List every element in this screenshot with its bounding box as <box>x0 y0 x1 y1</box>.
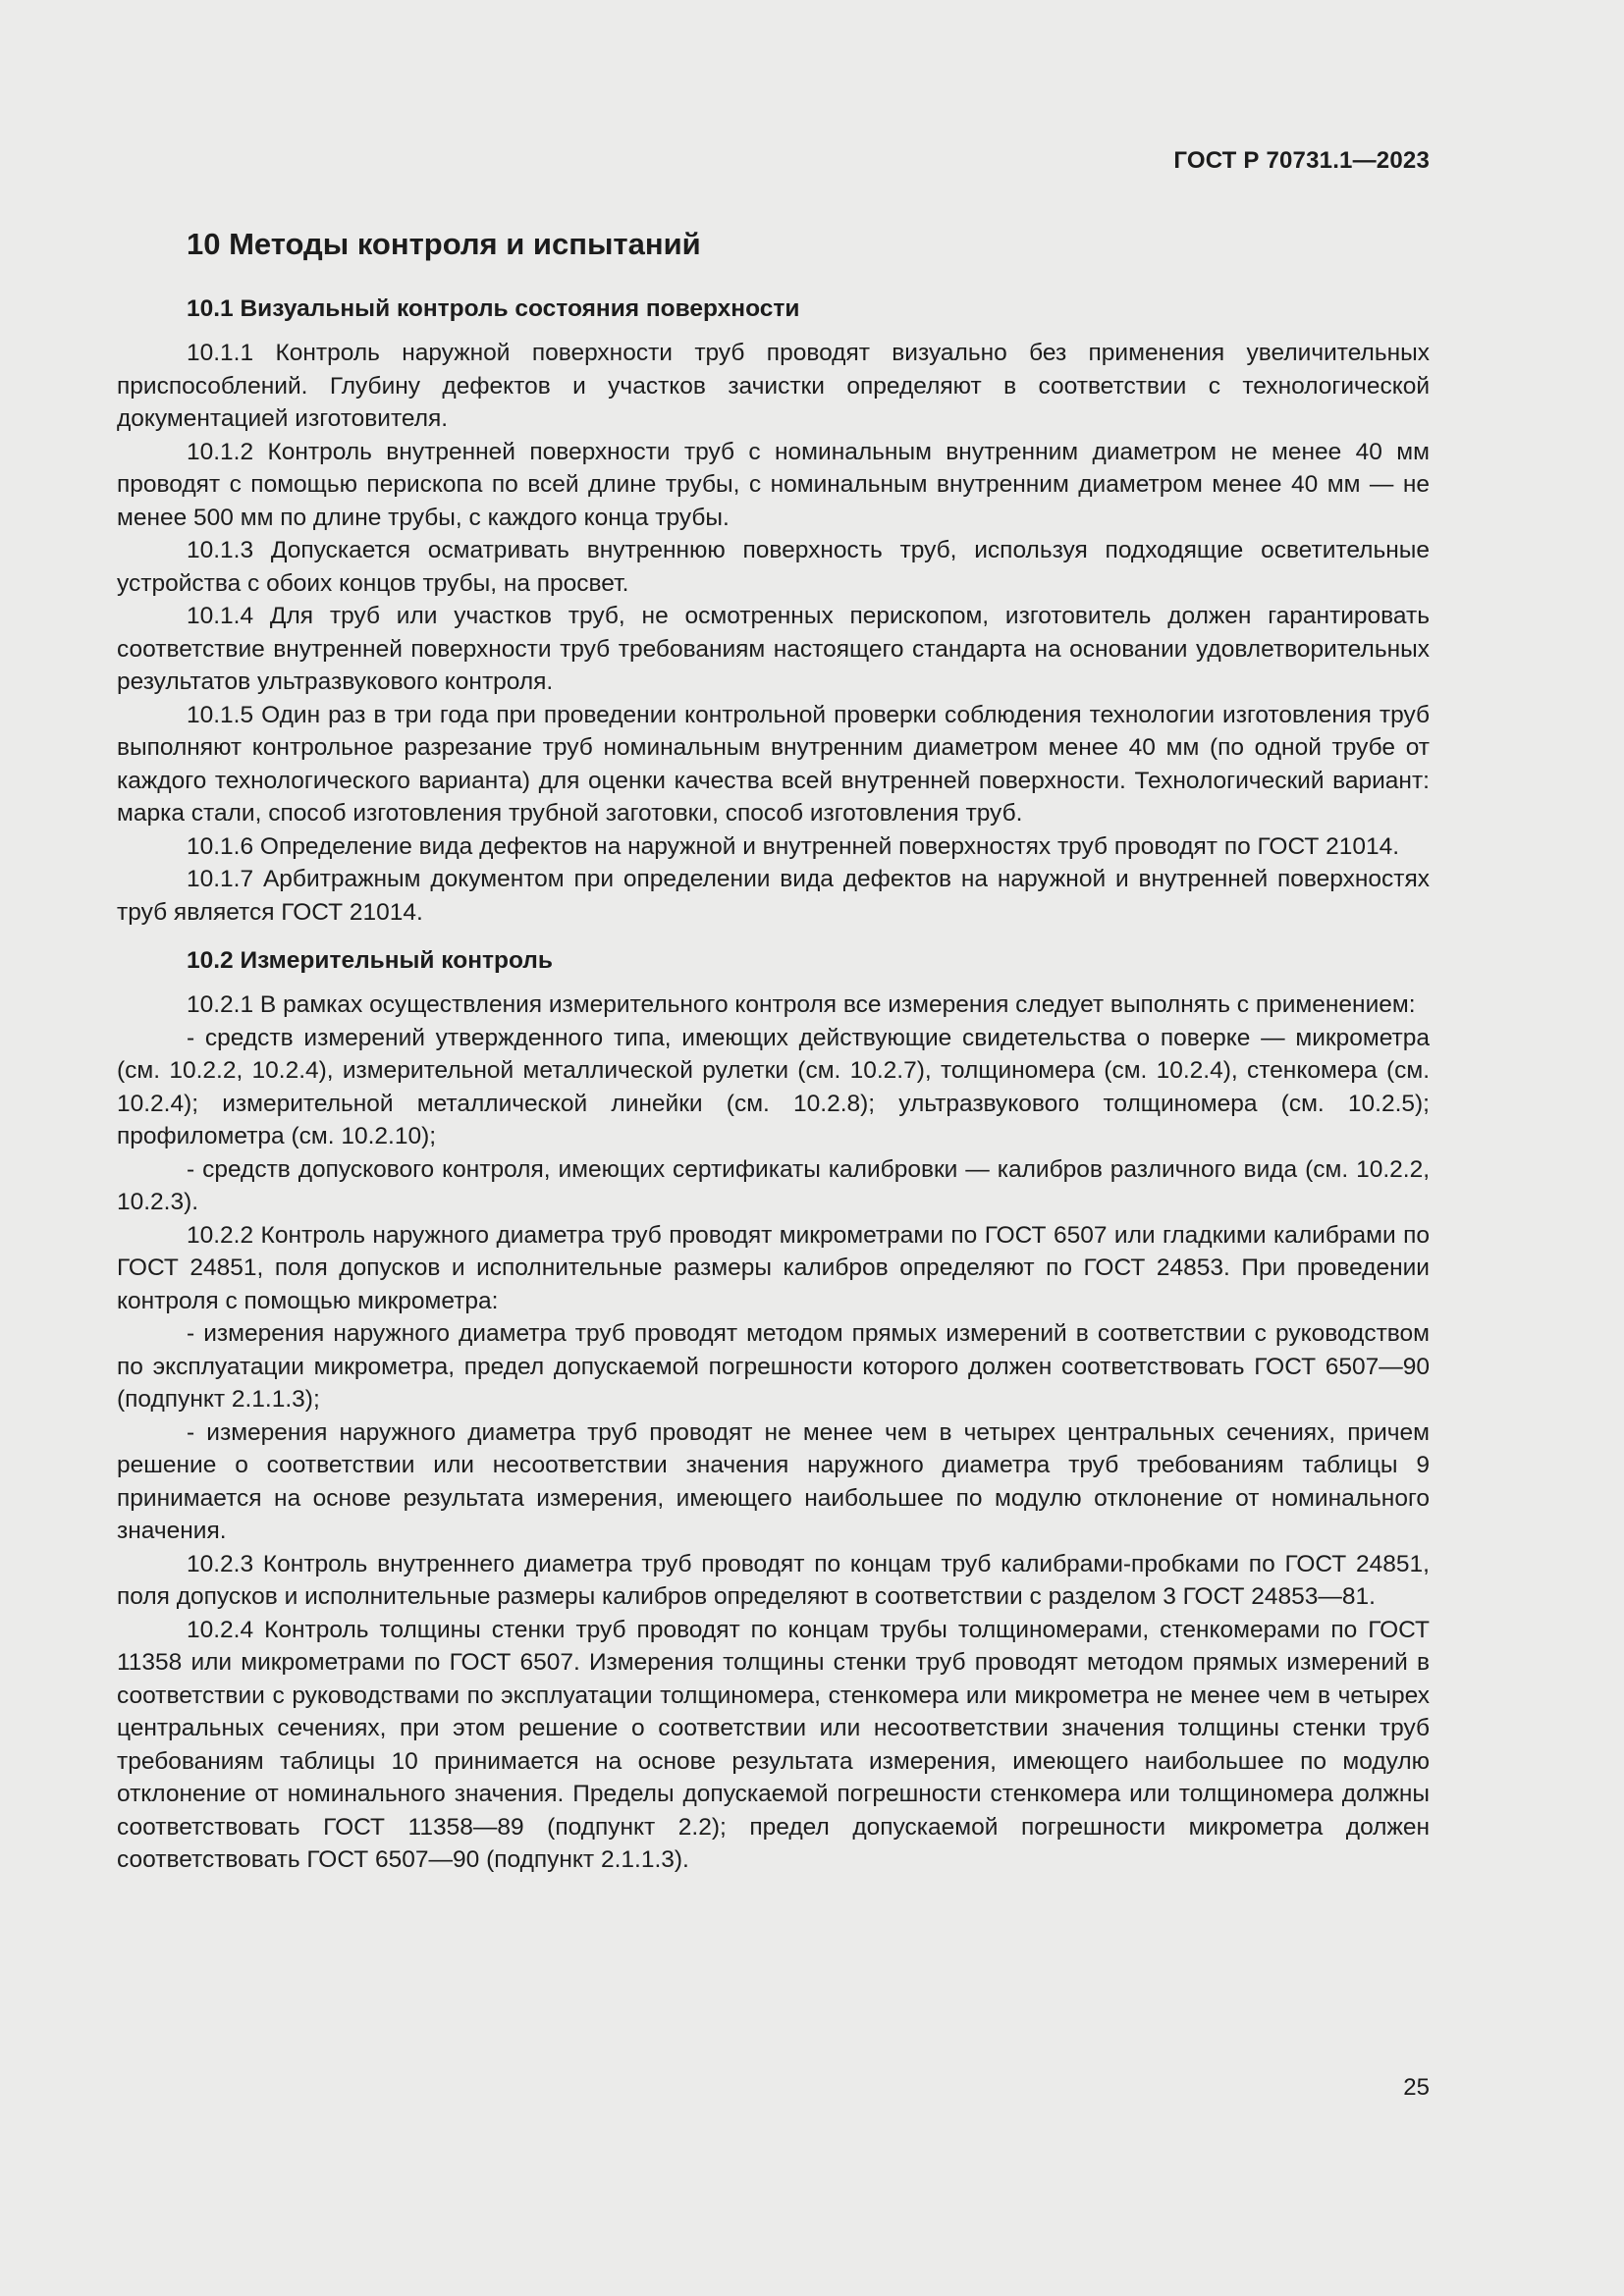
document-body <box>117 226 1430 1877</box>
list-item-outer-diameter-method: - измерения наружного диаметра труб проводят методом прямых измерений в соответствии с руководством по эксплуатации микрометра, предел допускаемой погрешности которого должен соответствовать ГОСТ 6507—90 (подпункт 2.1.1.3); <box>117 1320 1430 1413</box>
list-item-measuring-instruments: - средств измерений утвержденного типа, имеющих действующие свидетельства о поверке — микрометра (см. 10.2.2, 10.2.4), измерительной металлической рулетки (см. 10.2.7), толщиномера (см. 10.2.4), стенкомера (см. 10.2.4); измерительной металлической линейки (см. 10.2.8); ультразвукового толщиномера (см. 10.2.5); профилометра (см. 10.2.10); <box>117 1024 1430 1149</box>
paragraph-10-2-3: 10.2.3 Контроль внутреннего диаметра труб проводят по концам труб калибрами-пробками по ГОСТ 24851, поля допусков и исполнительные размеры калибров определяют в соответствии с разделом 3 ГОСТ 24853—81. <box>117 1550 1430 1610</box>
list-item-tolerance-gauges: - средств допускового контроля, имеющих сертификаты калибровки — калибров различного вида (см. 10.2.2, 10.2.3). <box>117 1155 1430 1215</box>
page-number: 25 <box>1403 2074 1430 2101</box>
paragraph-10-2-1: 10.2.1 В рамках осуществления измерительного контроля все измерения следует выполнять с применением: <box>187 991 1416 1018</box>
list-item-outer-diameter-sections: - измерения наружного диаметра труб проводят не менее чем в четырех центральных сечениях, причем решение о соответствии или несоответствии значения наружного диаметра труб требованиям таблицы 9 принимается на основе результата измерения, имеющего наибольшее по модулю отклонение от номинального значения. <box>117 1418 1430 1544</box>
paragraph-10-1-4: 10.1.4 Для труб или участков труб, не осмотренных перископом, изготовитель должен гарантировать соответствие внутренней поверхности труб требованиям настоящего стандарта на основании удовлетворительных результатов ультразвукового контроля. <box>117 603 1430 695</box>
document-header-id: ГОСТ Р 70731.1—2023 <box>1173 147 1430 174</box>
paragraph-10-1-7: 10.1.7 Арбитражным документом при определении вида дефектов на наружной и внутренней поверхностях труб является ГОСТ 21014. <box>117 866 1430 926</box>
paragraph-10-1-2: 10.1.2 Контроль внутренней поверхности труб с номинальным внутренним диаметром не менее 40 мм проводят с помощью перископа по всей длине трубы, с номинальным внутренним диаметром менее 40 мм — не менее 500 мм по длине трубы, с каждого конца трубы. <box>117 438 1430 531</box>
paragraph-10-1-1: 10.1.1 Контроль наружной поверхности труб проводят визуально без применения увеличительных приспособлений. Глубину дефектов и участков зачистки определяют в соответствии с технологической документацией изготовителя. <box>117 340 1430 432</box>
paragraph-10-1-5: 10.1.5 Один раз в три года при проведении контрольной проверки соблюдения технологии изготовления труб выполняют контрольное разрезание труб номинальным внутренним диаметром менее 40 мм (по одной трубе от каждого технологического варианта) для оценки качества всей внутренней поверхности. Технологический вариант: марка стали, способ изготовления трубной заготовки, способ изготовления труб. <box>117 701 1430 827</box>
paragraph-10-2-2: 10.2.2 Контроль наружного диаметра труб проводят микрометрами по ГОСТ 6507 или гладкими калибрами по ГОСТ 24851, поля допусков и исполнительные размеры калибров определяют по ГОСТ 24853. При проведении контроля с помощью микрометра: <box>117 1221 1430 1314</box>
subsection-heading-10-2: 10.2 Измерительный контроль <box>187 947 553 974</box>
section-title: 10 Методы контроля и испытаний <box>187 227 701 261</box>
subsection-heading-10-1: 10.1 Визуальный контроль состояния поверхности <box>187 295 800 322</box>
paragraph-10-1-3: 10.1.3 Допускается осматривать внутреннюю поверхность труб, используя подходящие осветительные устройства с обоих концов трубы, на просвет. <box>117 537 1430 597</box>
paragraph-10-2-4: 10.2.4 Контроль толщины стенки труб проводят по концам трубы толщиномерами, стенкомерами по ГОСТ 11358 или микрометрами по ГОСТ 6507. Измерения толщины стенки труб проводят методом прямых измерений в соответствии с руководствами по эксплуатации толщиномера, стенкомера или микрометра не менее чем в четырех центральных сечениях, при этом решение о соответствии или несоответствии значения толщины стенки труб требованиям таблицы 10 принимается на основе результата измерения, имеющего наибольшее по модулю отклонение от номинального значения. Пределы допускаемой погрешности стенкомера или толщиномера должны соответствовать ГОСТ 11358—89 (подпункт 2.2); предел допускаемой погрешности микрометра должен соответствовать ГОСТ 6507—90 (подпункт 2.1.1.3). <box>117 1616 1430 1873</box>
paragraph-10-1-6: 10.1.6 Определение вида дефектов на наружной и внутренней поверхностях труб проводят по ГОСТ 21014. <box>187 832 1400 860</box>
